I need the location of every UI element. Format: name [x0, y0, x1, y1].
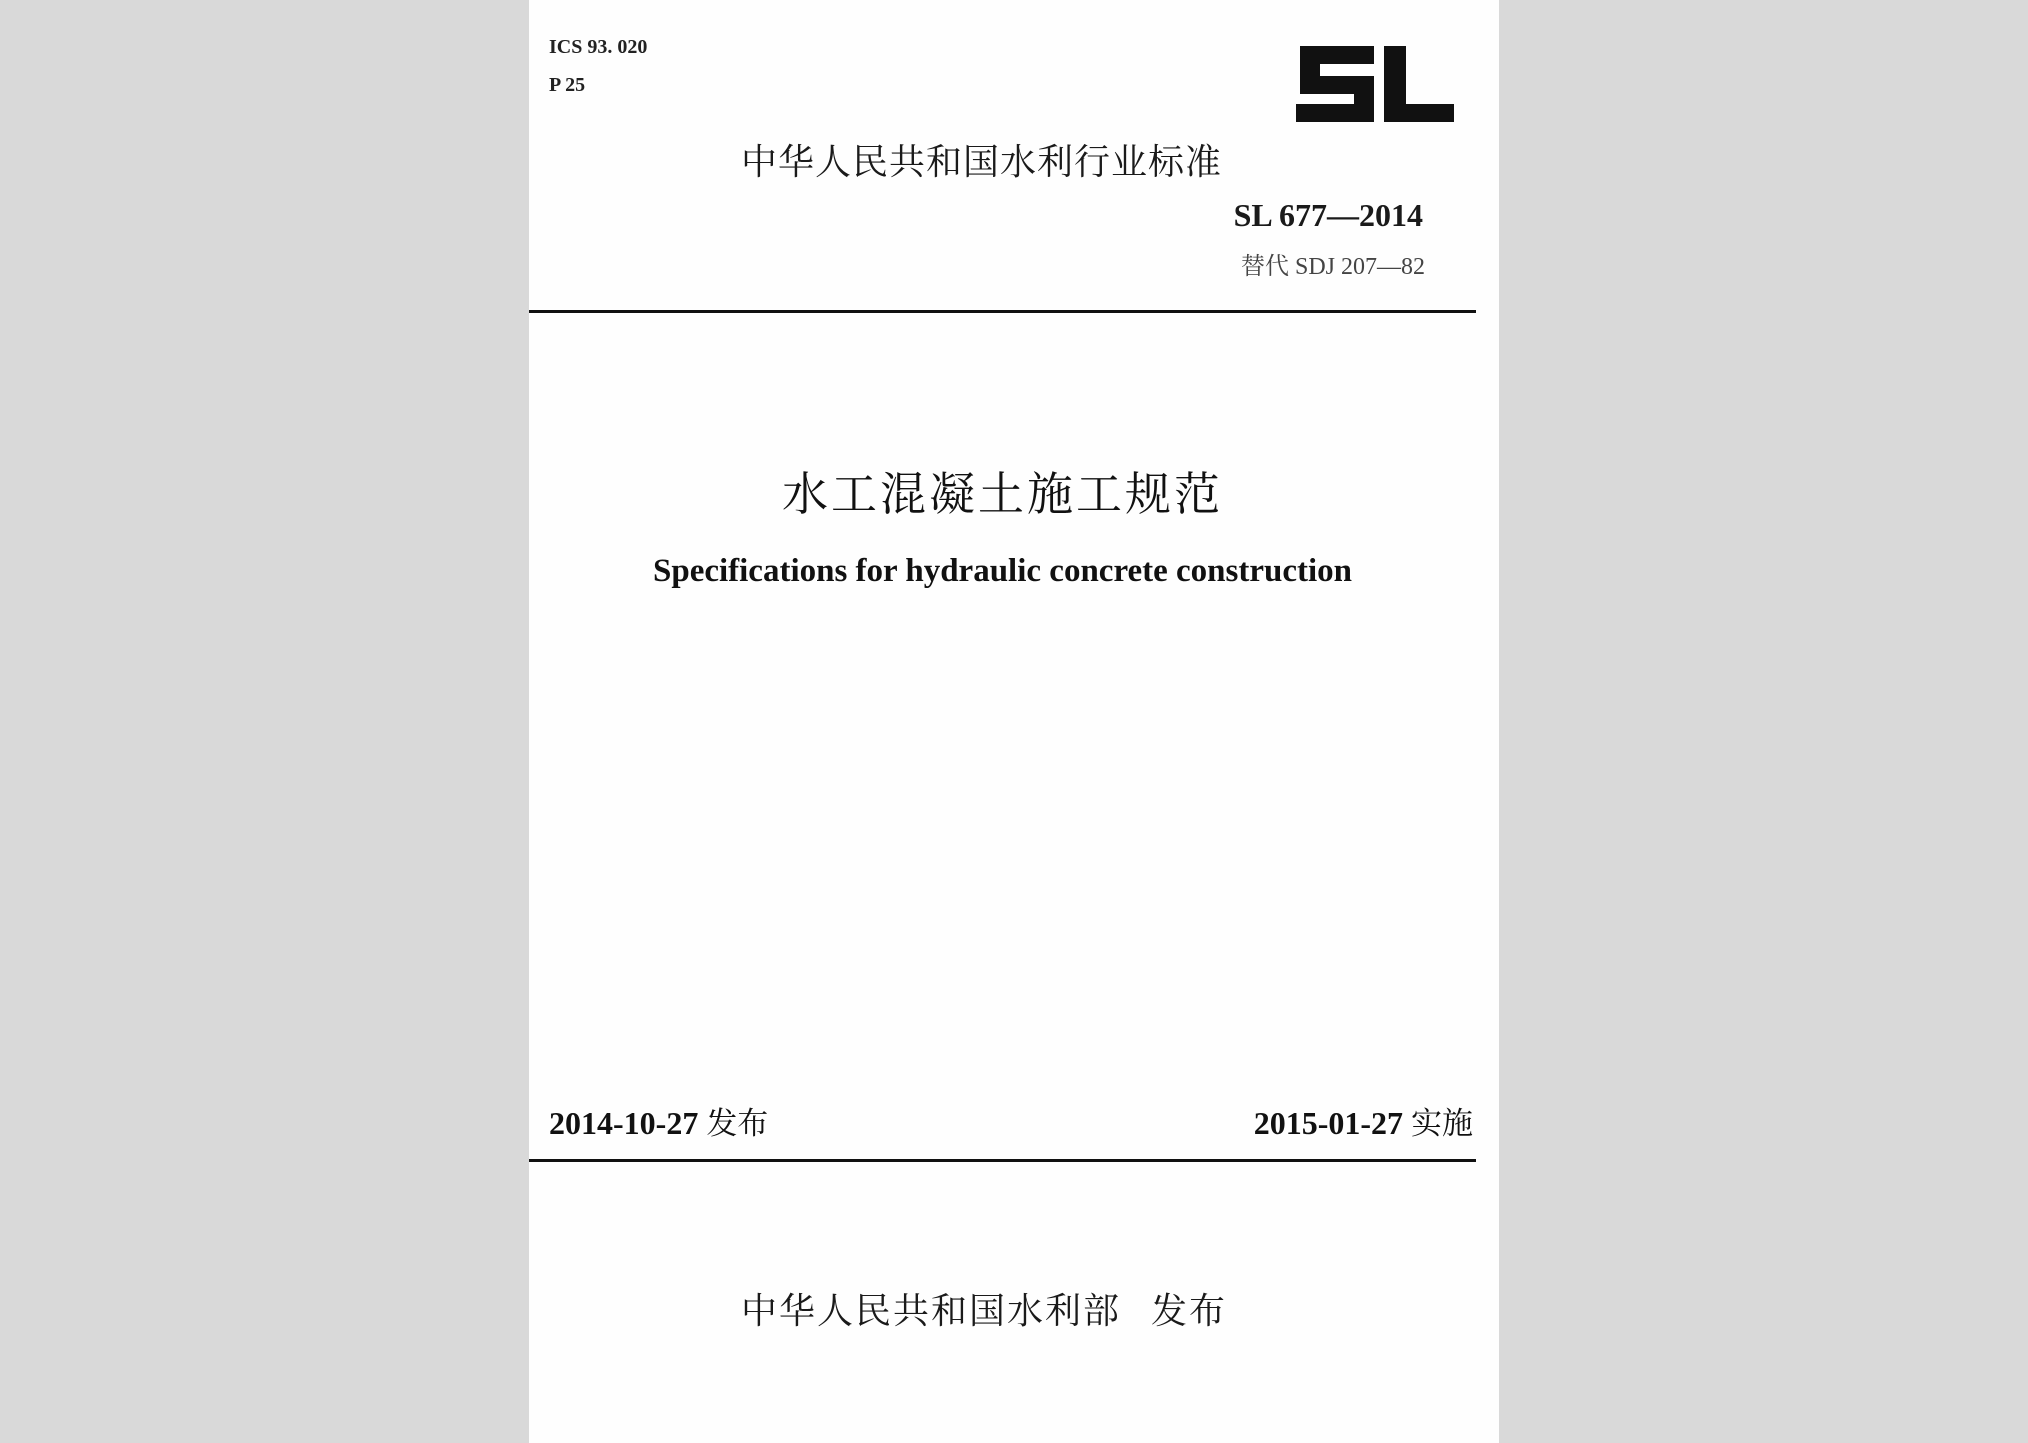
issue-date-label: 发布: [706, 1106, 769, 1142]
title-chinese: 水工混凝土施工规范: [782, 467, 1223, 521]
issue-date: [549, 1098, 768, 1143]
publisher-action: 发布: [1151, 1291, 1228, 1332]
ccs-code: P 25: [549, 74, 586, 96]
sl-logo-s: [1296, 46, 1374, 122]
ics-code: ICS 93. 020: [549, 36, 648, 58]
publisher: [741, 1283, 1227, 1334]
bottom-divider: [529, 1159, 1476, 1162]
document-page: [529, 0, 1499, 1443]
industry-standard-title: 中华人民共和国水利行业标准: [741, 142, 1223, 183]
standard-number: SL 677—2014: [1233, 197, 1423, 233]
implementation-date-label: 实施: [1411, 1106, 1473, 1142]
replaces-standard: 替代 SDJ 207—82: [1240, 254, 1425, 280]
issue-date-value: 2014-10-27: [549, 1105, 699, 1141]
sl-logo: [1292, 40, 1454, 128]
publisher-name: 中华人民共和国水利部: [741, 1291, 1122, 1332]
implementation-date-value: 2015-01-27: [1253, 1105, 1403, 1141]
sl-logo-l: [1384, 46, 1454, 122]
implementation-date: [1254, 1098, 1473, 1143]
title-english: Specifications for hydraulic concrete construction: [652, 553, 1353, 589]
top-divider: [529, 310, 1476, 313]
